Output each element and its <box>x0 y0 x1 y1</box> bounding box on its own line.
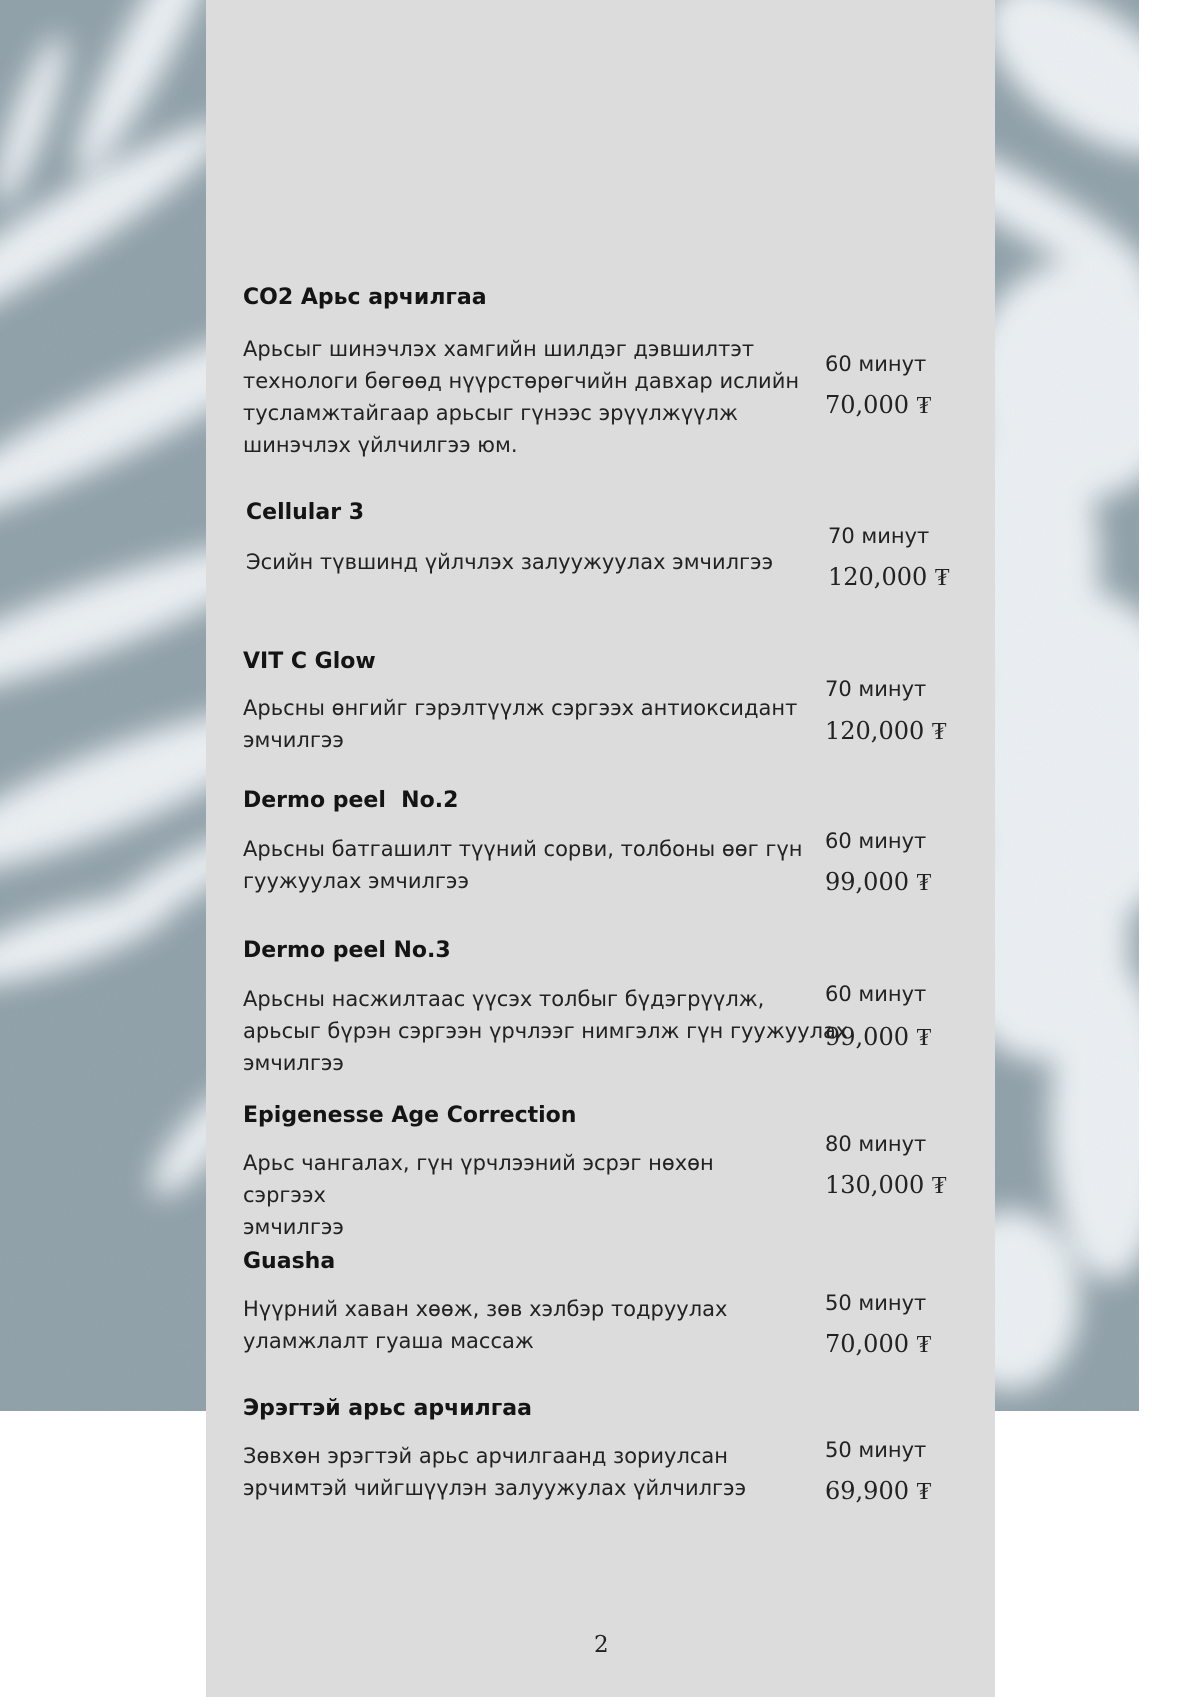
service-duration: 60 минут <box>825 982 927 1006</box>
service-title: Эрэгтэй арьс арчилгаа <box>243 1396 532 1421</box>
service-title: Dermo peel No.3 <box>243 938 451 963</box>
description-line: Нүүрний хаван хөөж, зөв хэлбэр тодруулах <box>243 1297 728 1321</box>
description-line: эрчимтэй чийгшүүлэн залуужулах үйлчилгээ <box>243 1476 747 1500</box>
service-description <box>243 1147 803 1243</box>
service-price: 99,000 ₮ <box>825 1023 932 1051</box>
description-line: Арьс чангалах, гүн үрчлээний эсрэг нөхөн сэргээх <box>243 1151 714 1207</box>
description-line: Зөвхөн эрэгтэй арьс арчилгаанд зориулсан <box>243 1444 729 1468</box>
service-description <box>243 1293 803 1357</box>
description-line: гуужуулах эмчилгээ <box>243 869 469 893</box>
service-duration: 70 минут <box>825 677 927 701</box>
service-duration: 60 минут <box>825 829 927 853</box>
service-title: Epigenesse Age Correction <box>243 1103 577 1128</box>
service-price: 130,000 ₮ <box>825 1171 947 1199</box>
description-line: Арьсны батгашилт түүний сорви, толбоны өөг гүн <box>243 837 803 861</box>
service-description <box>243 333 803 461</box>
service-duration: 50 минут <box>825 1291 927 1315</box>
service-duration: 70 минут <box>828 524 930 548</box>
service-description <box>243 983 849 1079</box>
service-description <box>243 1440 803 1504</box>
service-duration: 60 минут <box>825 352 927 376</box>
service-title: Guasha <box>243 1249 336 1274</box>
description-line: Арьсыг шинэчлэх хамгийн шилдэг дэвшилтэт <box>243 337 755 361</box>
description-line: Арьсны өнгийг гэрэлтүүлж сэргээх антиоксидант <box>243 696 798 720</box>
description-line: технологи бөгөөд нүүрстөрөгчийн давхар ислийн <box>243 369 800 393</box>
description-line: эмчилгээ <box>243 1215 344 1239</box>
description-line: тусламжтайгаар арьсыг гүнээс эрүүлжүүлж <box>243 401 738 425</box>
service-description <box>243 833 803 897</box>
service-price: 70,000 ₮ <box>825 1330 932 1358</box>
description-line: шинэчлэх үйлчилгээ юм. <box>243 433 518 457</box>
service-description <box>246 546 806 578</box>
service-title: VIT C Glow <box>243 649 376 674</box>
description-line: Эсийн түвшинд үйлчлэх залуужуулах эмчилгээ <box>246 550 774 574</box>
service-description <box>243 692 803 756</box>
service-price: 120,000 ₮ <box>828 563 950 591</box>
service-price: 99,000 ₮ <box>825 868 932 896</box>
description-line: эмчилгээ <box>243 1051 344 1075</box>
description-line: эмчилгээ <box>243 728 344 752</box>
service-duration: 50 минут <box>825 1438 927 1462</box>
service-title: Cellular 3 <box>246 500 365 525</box>
service-price: 69,900 ₮ <box>825 1477 932 1505</box>
service-title: Dermo peel No.2 <box>243 788 459 813</box>
service-price: 120,000 ₮ <box>825 717 947 745</box>
page-number: 2 <box>594 1632 609 1658</box>
service-price: 70,000 ₮ <box>825 391 932 419</box>
service-duration: 80 минут <box>825 1132 927 1156</box>
description-line: уламжлалт гуаша массаж <box>243 1329 534 1353</box>
description-line: арьсыг бүрэн сэргээн үрчлээг нимгэлж гүн гуужуулах <box>243 1019 849 1043</box>
service-title: CO2 Арьс арчилгаа <box>243 285 487 310</box>
description-line: Арьсны насжилтаас үүсэх толбыг бүдэгрүүлж, <box>243 987 765 1011</box>
